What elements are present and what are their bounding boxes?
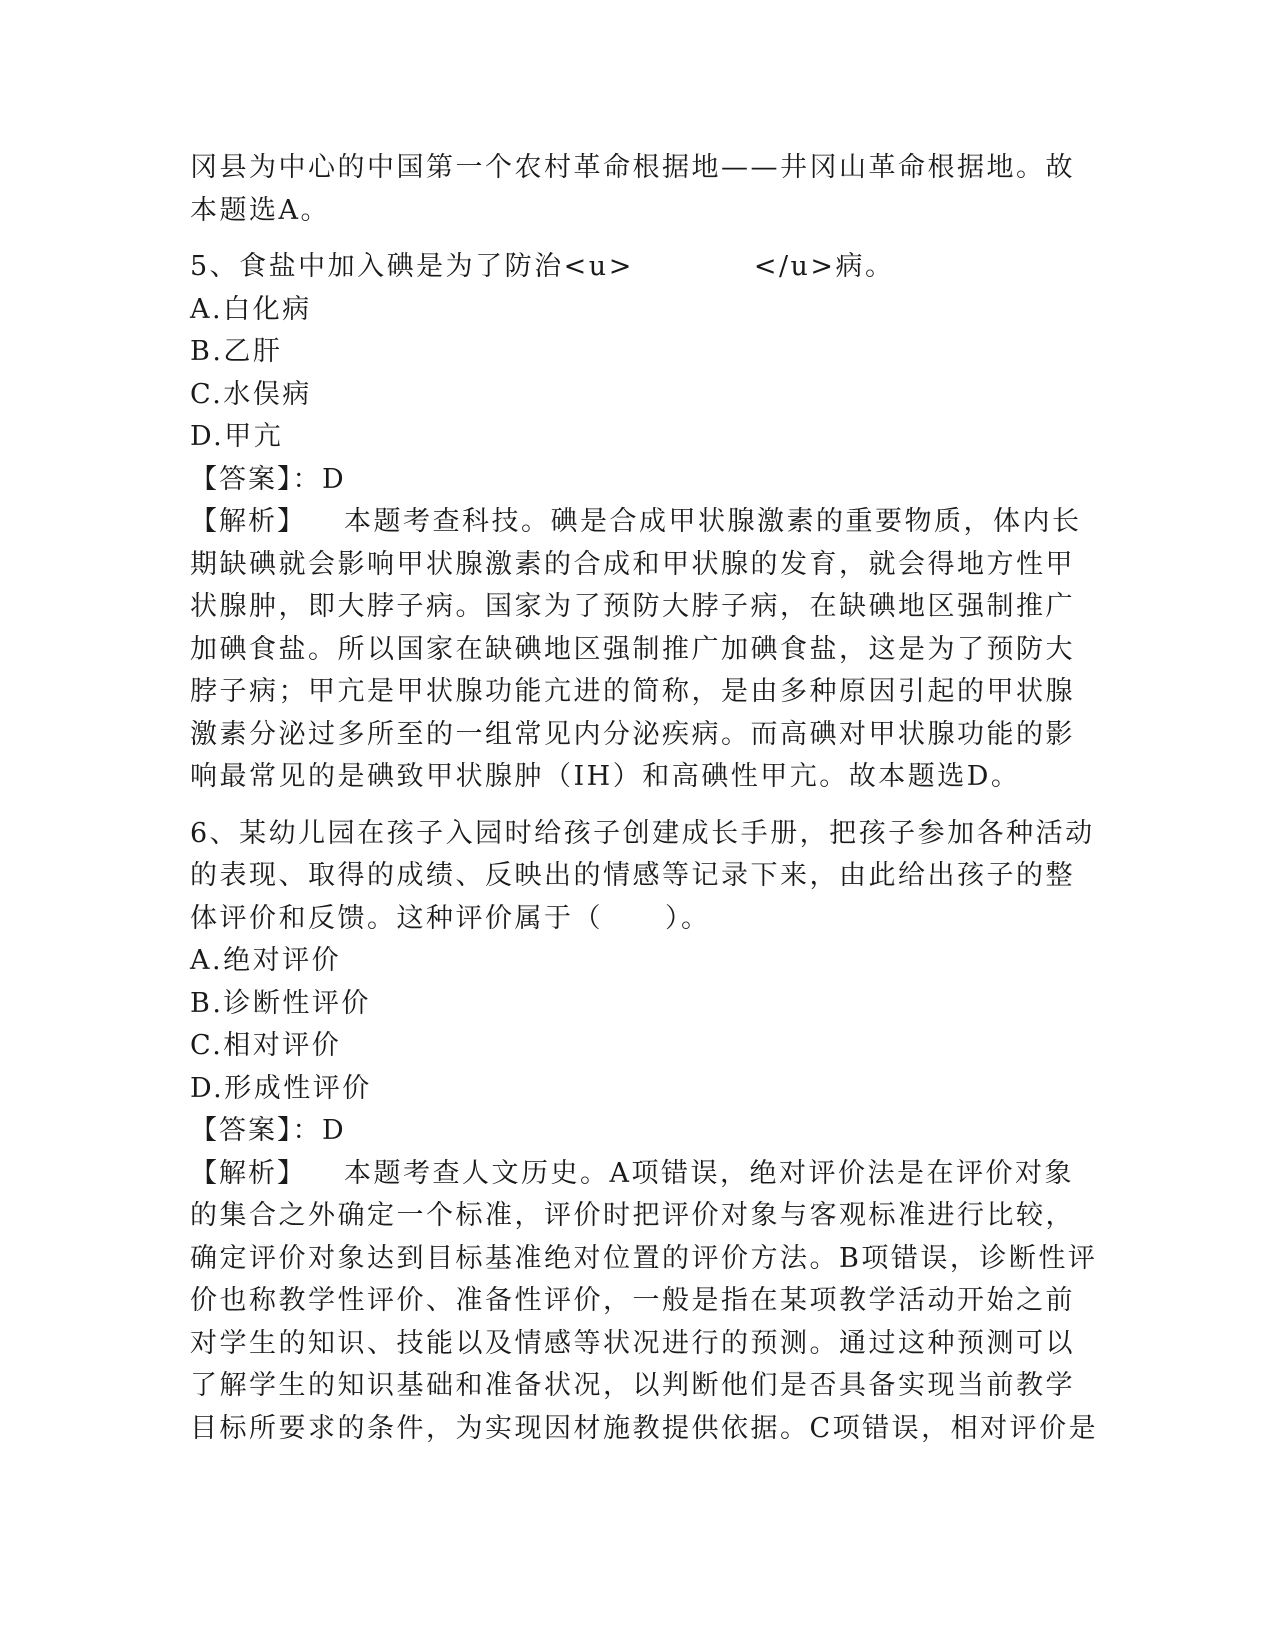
analysis-line: 状腺肿，即大脖子病。国家为了预防大脖子病，在缺碘地区强制推广 — [190, 591, 1075, 622]
answer-label: 【答案】 — [190, 463, 293, 495]
analysis-line: 价也称教学性评价、准备性评价，一般是指在某项教学活动开始之前 — [190, 1285, 1075, 1316]
answer-line — [190, 459, 1090, 502]
document-page — [190, 147, 1099, 1450]
option-c: C.水俣病 — [190, 378, 312, 410]
analysis-line: 响最常见的是碘致甲状腺肿（IH）和高碘性甲亢。故本题选D。 — [190, 761, 1021, 792]
analysis-text: 本题考查科技。碘是合成甲状腺激素的重要物质，体内长 — [344, 506, 1082, 537]
analysis-text: 本题考查人文历史。A项错误，绝对评价法是在评价对象 — [344, 1157, 1074, 1189]
answer-label: 【答案】 — [190, 1115, 293, 1146]
analysis-line: 了解学生的知识基础和准备状况，以判断他们是否具备实现当前教学 — [190, 1370, 1075, 1401]
option-b: B.乙肝 — [190, 336, 283, 367]
analysis-line: 的集合之外确定一个标准，评价时把评价对象与客观标准进行比较， — [190, 1200, 1075, 1231]
option-a: A.白化病 — [190, 293, 312, 325]
option-b: B.诊断性评价 — [190, 987, 371, 1019]
analysis-line: 目标所要求的条件，为实现因材施教提供依据。C项错误，相对评价是 — [190, 1412, 1099, 1444]
option-d: D.形成性评价 — [190, 1072, 372, 1104]
question-6-stem — [190, 898, 1090, 941]
question-6-stem-before: 体评价和反馈。这种评价属于（ — [190, 902, 603, 934]
analysis-line: 脖子病；甲亢是甲状腺功能亢进的简称，是由多种原因引起的甲状腺 — [190, 676, 1075, 707]
analysis-line: 对学生的知识、技能以及情感等状况进行的预测。通过这种预测可以 — [190, 1327, 1075, 1359]
answer-line — [190, 1110, 1090, 1153]
analysis-line: 激素分泌过多所至的一组常见内分泌疾病。而高碘对甲状腺功能的影 — [190, 718, 1075, 750]
analysis-line — [190, 501, 1090, 544]
answer-value: ：D — [292, 463, 347, 495]
intro-line: 冈县为中心的中国第一个农村革命根据地——井冈山革命根据地。故 — [190, 152, 1075, 183]
option-c: C.相对评价 — [190, 1030, 342, 1061]
analysis-label: 【解析】 — [190, 1157, 306, 1189]
analysis-line: 确定评价对象达到目标基准绝对位置的评价方法。B项错误，诊断性评 — [190, 1242, 1098, 1274]
analysis-line: 加碘食盐。所以国家在缺碘地区强制推广加碘食盐，这是为了预防大 — [190, 633, 1075, 665]
question-6-stem-after: ）。 — [665, 902, 711, 934]
question-6-stem: 6、某幼儿园在孩子入园时给孩子创建成长手册，把孩子参加各种活动 — [190, 817, 1095, 849]
answer-value: ：D — [292, 1115, 347, 1146]
option-a: A.绝对评价 — [190, 945, 342, 976]
analysis-label: 【解析】 — [190, 506, 306, 537]
option-d: D.甲亢 — [190, 421, 284, 452]
question-6-stem: 的表现、取得的成绩、反映出的情感等记录下来，由此给出孩子的整 — [190, 860, 1075, 891]
question-5-stem-after: </u>病。 — [753, 251, 895, 282]
question-5-stem-before: 5、食盐中加入碘是为了防治<u> — [190, 251, 634, 282]
question-5-stem — [190, 246, 1090, 289]
intro-line: 本题选A。 — [190, 194, 330, 226]
analysis-line: 期缺碘就会影响甲状腺激素的合成和甲状腺的发育，就会得地方性甲 — [190, 548, 1075, 580]
analysis-line — [190, 1153, 1090, 1196]
